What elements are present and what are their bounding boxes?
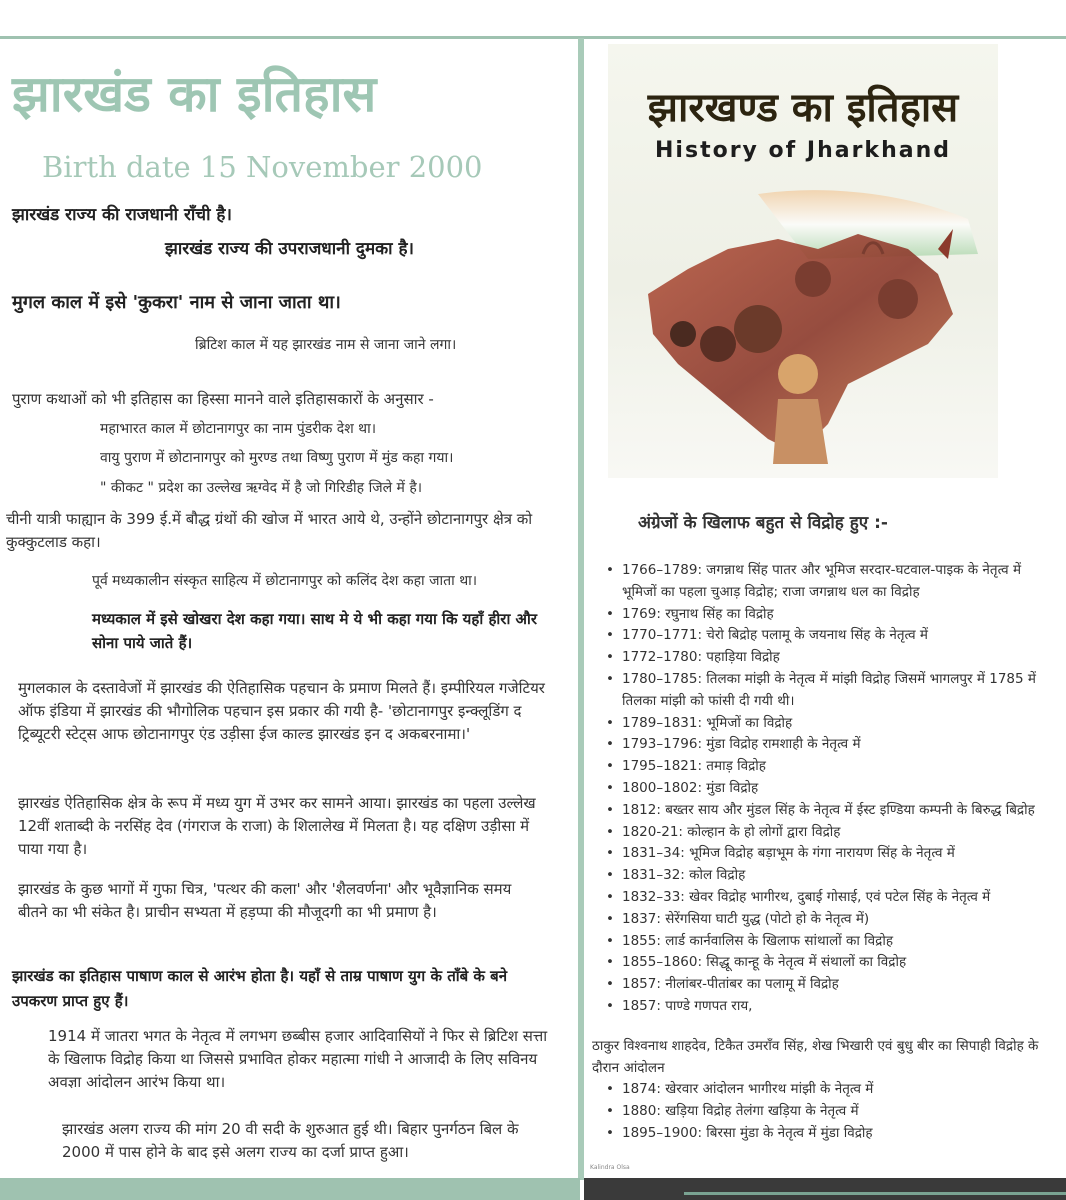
footer-accent-strip (684, 1192, 1066, 1195)
kikat-text: " कीकट " प्रदेश का उल्लेख ऋग्वेद में है जो गिरिडीह जिले में है। (100, 480, 423, 496)
puran-intro-text: पुराण कथाओं को भी इतिहास का हिस्सा मानने वाले इतिहासकारों के अनुसार - (12, 390, 434, 408)
sepoy-revolt-text: ठाकुर विश्वनाथ शाहदेव, टिकैत उमराँव सिंह, शेख भिखारी एवं बुधु बीर का सिपाही विद्रोह के दौरान आंदोलन (592, 1038, 1039, 1076)
list-item: • 1812: बख्तर साय और मुंडल सिंह के नेतृत्व में ईस्ट इण्डिया कम्पनी के बिरुद्ध बिद्रोह (584, 800, 1054, 822)
british-name-text: ब्रिटिश काल में यह झारखंड नाम से जाना जाने लगा। (195, 337, 457, 353)
list-item: • 1855–1860: सिद्धू कान्हू के नेतृत्व में संथालों का विद्रोह (584, 952, 1054, 974)
list-item: • 1832–33: खेवर विद्रोह भागीरथ, दुबाई गोसाई, एवं पटेल सिंह के नेतृत्व में (584, 887, 1054, 909)
list-item: • 1837: सेरेंगसिया घाटी युद्ध (पोटो हो के नेतृत्व में) (584, 909, 1054, 931)
list-item: • 1880: खड़िया विद्रोह तेलंगा खड़िया के नेतृत्व में (584, 1101, 1054, 1123)
list-item: • 1857: पाण्डे गणपत राय, (584, 996, 1054, 1018)
list-item: • 1766–1789: जगन्नाथ सिंह पातर और भूमिज सरदार-घटवाल-पाइक के नेतृत्व में भूमिजों का पहला चुआड़ विद्रोह; राजा जगन्नाथ धल का विद्रोह (584, 560, 1054, 604)
list-item: • 1831–34: भूमिज विद्रोह बड़ाभूम के गंगा नारायण सिंह के नेतृत्व में (584, 843, 1054, 865)
kalind-text: पूर्व मध्यकालीन संस्कृत साहित्य में छोटानागपुर को कलिंद देश कहा जाता था। (92, 573, 478, 589)
footer-bar-right (584, 1178, 1066, 1200)
list-item: • 1857: नीलांबर-पीतांबर का पलामू में विद्रोह (584, 974, 1054, 996)
poster-subtitle: History of Jharkhand (655, 138, 951, 163)
vayu-puran-text: वायु पुराण में छोटानागपुर को मुरण्ड तथा विष्णु पुराण में मुंड कहा गया। (100, 450, 454, 466)
cave-art-text: झारखंड के कुछ भागों में गुफा चित्र, 'पत्थर की कला' और 'शैलवर्णना' और भूवैज्ञानिक समय बीतने का भी संकेत है। प्राचीन सभ्यता में हड़प्पा की मौजूदगी का भी प्रमाण है। (18, 880, 512, 921)
stone-age-text: झारखंड का इतिहास पाषाण काल से आरंभ होता है। यहाँ से ताम्र पाषाण युग के ताँबे के बने उपकरण प्राप्त हुए हैं। (12, 967, 508, 1010)
list-item: • 1831–32: कोल विद्रोह (584, 865, 1054, 887)
later-revolts-list (584, 1079, 1054, 1144)
revolts-list (584, 560, 1054, 1018)
page-title: झारखंड का इतिहास (12, 65, 377, 123)
mughal-docs-text: मुगलकाल के दस्तावेजों में झारखंड की ऐतिहासिक पहचान के प्रमाण मिलते हैं। इम्पीरियल गजेटियर ऑफ इंडिया में झारखंड की भौगोलिक पहचान इस प्रकार की गयी है- 'छोटानागपुर इन्क्लूडिंग द ट्रिब्यूटरी स्टेट्स आफ छोटानागपुर एंड उड़ीसा ईज काल्ड झारखंड इन द अकबरनामा।' (18, 679, 545, 743)
poster-title: झारखण्ड का इतिहास (647, 85, 959, 131)
top-divider (0, 36, 1066, 39)
list-item: • 1800–1802: मुंडा विद्रोह (584, 778, 1054, 800)
birth-date: Birth date 15 November 2000 (42, 150, 483, 184)
capital-text: झारखंड राज्य की राजधानी राँची है। (12, 205, 232, 225)
list-item: • 1895–1900: बिरसा मुंडा के नेतृत्व में मुंडा विद्रोह (584, 1123, 1054, 1145)
person-figure (734, 305, 782, 353)
list-item: • 1793–1796: मुंडा विद्रोह रामशाही के नेतृत्व में (584, 734, 1054, 756)
fahien-text: चीनी यात्री फाह्यान के 399 ई.में बौद्ध ग्रंथों की खोज में भारत आये थे, उन्होंने छोटानागपुर क्षेत्र को कुक्कुटलाड कहा। (6, 510, 533, 551)
medieval-text: झारखंड ऐतिहासिक क्षेत्र के रूप में मध्य युग में उभर कर सामने आया। झारखंड का पहला उल्लेख 12वीं शताब्दी के नरसिंह देव (गंगराज के राजा) के शिलालेख में मिलता है। यह दक्षिण उड़ीसा में पाया गया है। (18, 794, 536, 858)
person-figure (778, 354, 818, 394)
list-item: • 1874: खेरवार आंदोलन भागीरथ मांझी के नेतृत्व में (584, 1079, 1054, 1101)
person-figure (795, 261, 831, 297)
list-item: • 1820-21: कोल्हान के हो लोगों द्वारा विद्रोह (584, 822, 1054, 844)
person-figure (700, 326, 736, 362)
mahabharat-text: महाभारत काल में छोटानागपुर का नाम पुंडरीक देश था। (100, 421, 377, 437)
list-item: • 1780–1785: तिलका मांझी के नेतृत्व में मांझी विद्रोह जिसमें भागलपुर में 1785 में तिलका मांझी को फांसी दी गयी थी। (584, 669, 1054, 713)
sub-capital-text: झारखंड राज्य की उपराजधानी दुमका है। (165, 239, 414, 259)
footer-bar-left (0, 1178, 580, 1200)
history-poster (608, 44, 998, 478)
list-item: • 1769: रघुनाथ सिंह का विद्रोह (584, 604, 1054, 626)
list-item: • 1772–1780: पहाड़िया विद्रोह (584, 647, 1054, 669)
mughal-name-text: मुगल काल में इसे 'कुकरा' नाम से जाना जाता था। (12, 292, 341, 313)
image-credit: Kalindra Olsa (590, 1164, 630, 1171)
jatra-bhagat-text: 1914 में जातरा भगत के नेतृत्व में लगभग छब्बीस हजार आदिवासियों ने फिर से ब्रिटिश सत्ता के खिलाफ विद्रोह किया था जिससे प्रभावित होकर महात्मा गांधी ने आजादी के लिए सविनय अवज्ञा आंदोलन आरंभ किया था। (48, 1027, 548, 1091)
statehood-text: झारखंड अलग राज्य की मांग 20 वी सदी के शुरुआत हुई थी। बिहार पुनर्गठन बिल के 2000 में पास होने के बाद इसे अलग राज्य का दर्जा प्राप्त हुआ। (62, 1120, 519, 1161)
list-item: • 1795–1821: तमाड़ विद्रोह (584, 756, 1054, 778)
list-item: • 1855: लार्ड कार्नवालिस के खिलाफ सांथालों का विद्रोह (584, 931, 1054, 953)
person-figure (670, 321, 696, 347)
revolts-heading: अंग्रेजों के खिलाफ बहुत से विद्रोह हुए :- (638, 513, 888, 533)
list-item: • 1789–1831: भूमिजों का विद्रोह (584, 713, 1054, 735)
person-figure (878, 279, 918, 319)
list-item: • 1770–1771: चेरो बिद्रोह पलामू के जयनाथ सिंह के नेतृत्व में (584, 625, 1054, 647)
khokhra-text: मध्यकाल में इसे खोखरा देश कहा गया। साथ मे ये भी कहा गया कि यहाँ हीरा और सोना पाये जाते हैं। (92, 610, 538, 652)
